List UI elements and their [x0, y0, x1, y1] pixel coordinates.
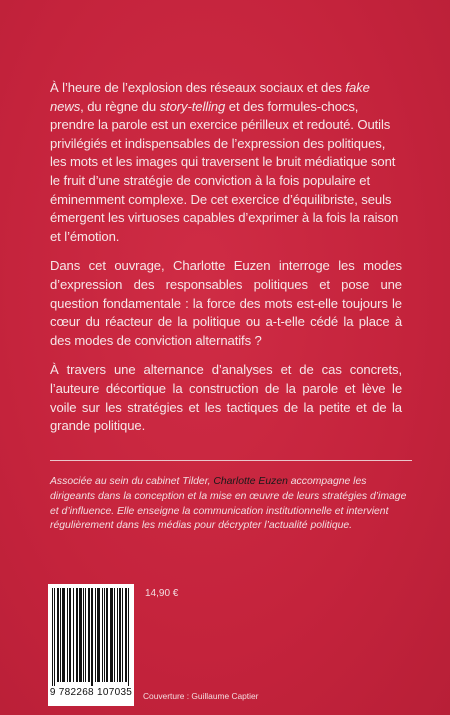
cover-credit: Couverture : Guillaume Captier — [143, 691, 259, 701]
isbn-barcode — [48, 584, 134, 706]
blurb-text: et des formules-chocs, prendre la parole est un exercice périlleux et redouté. Outils privilégiés et indispensables de l’expression des politiques, les mots et les images qui traversent le bruit médiatique sont le fruit d’une stratégie de conviction à la fois populaire et éminemment complexe. De cet exercice d’équilibriste, seuls émergent les virtuoses capables d’exprimer à la fois la raison et l’émotion. — [50, 98, 399, 244]
blurb — [50, 79, 402, 447]
bio-text: Associée au sein du cabinet Tilder, — [50, 476, 214, 487]
author-name: Charlotte Euzen — [213, 476, 288, 487]
blurb-paragraph-2: Dans cet ouvrage, Charlotte Euzen interroge les modes d’expression des responsables politiques et pose une question fondamentale : la force des mots est-elle toujours le cœur du réacteur de la politique ou a-t-elle cédé la place à des modes de conviction alternatifs ? — [50, 258, 402, 348]
author-bio — [50, 475, 412, 534]
bio-text: accompagne les dirigeants dans la conception et la mise en œuvre de leurs stratégies d’image et d’influence. Elle enseigne la communication institutionnelle et intervient régulièrement dans les médias pour décrypter l’actualité politique. — [50, 476, 407, 532]
price: 14,90 € — [145, 588, 179, 599]
blurb-emphasis: fake news — [50, 80, 370, 114]
barcode-bars — [52, 588, 130, 686]
blurb-paragraph-3: À travers une alternance d’analyses et de cas concrets, l’auteure décortique la construction de la parole et lève le voile sur les stratégies et les tactiques de la petite et de la grande politique. — [50, 362, 402, 434]
barcode-digits: 9 782268 107035 — [49, 687, 133, 698]
blurb-text: À l’heure de l’explosion des réseaux sociaux et des — [50, 80, 346, 95]
blurb-text: , du règne du — [80, 98, 160, 114]
blurb-paragraph-1 — [50, 79, 402, 246]
blurb-emphasis: story-telling — [159, 98, 226, 114]
divider-line — [50, 460, 412, 461]
